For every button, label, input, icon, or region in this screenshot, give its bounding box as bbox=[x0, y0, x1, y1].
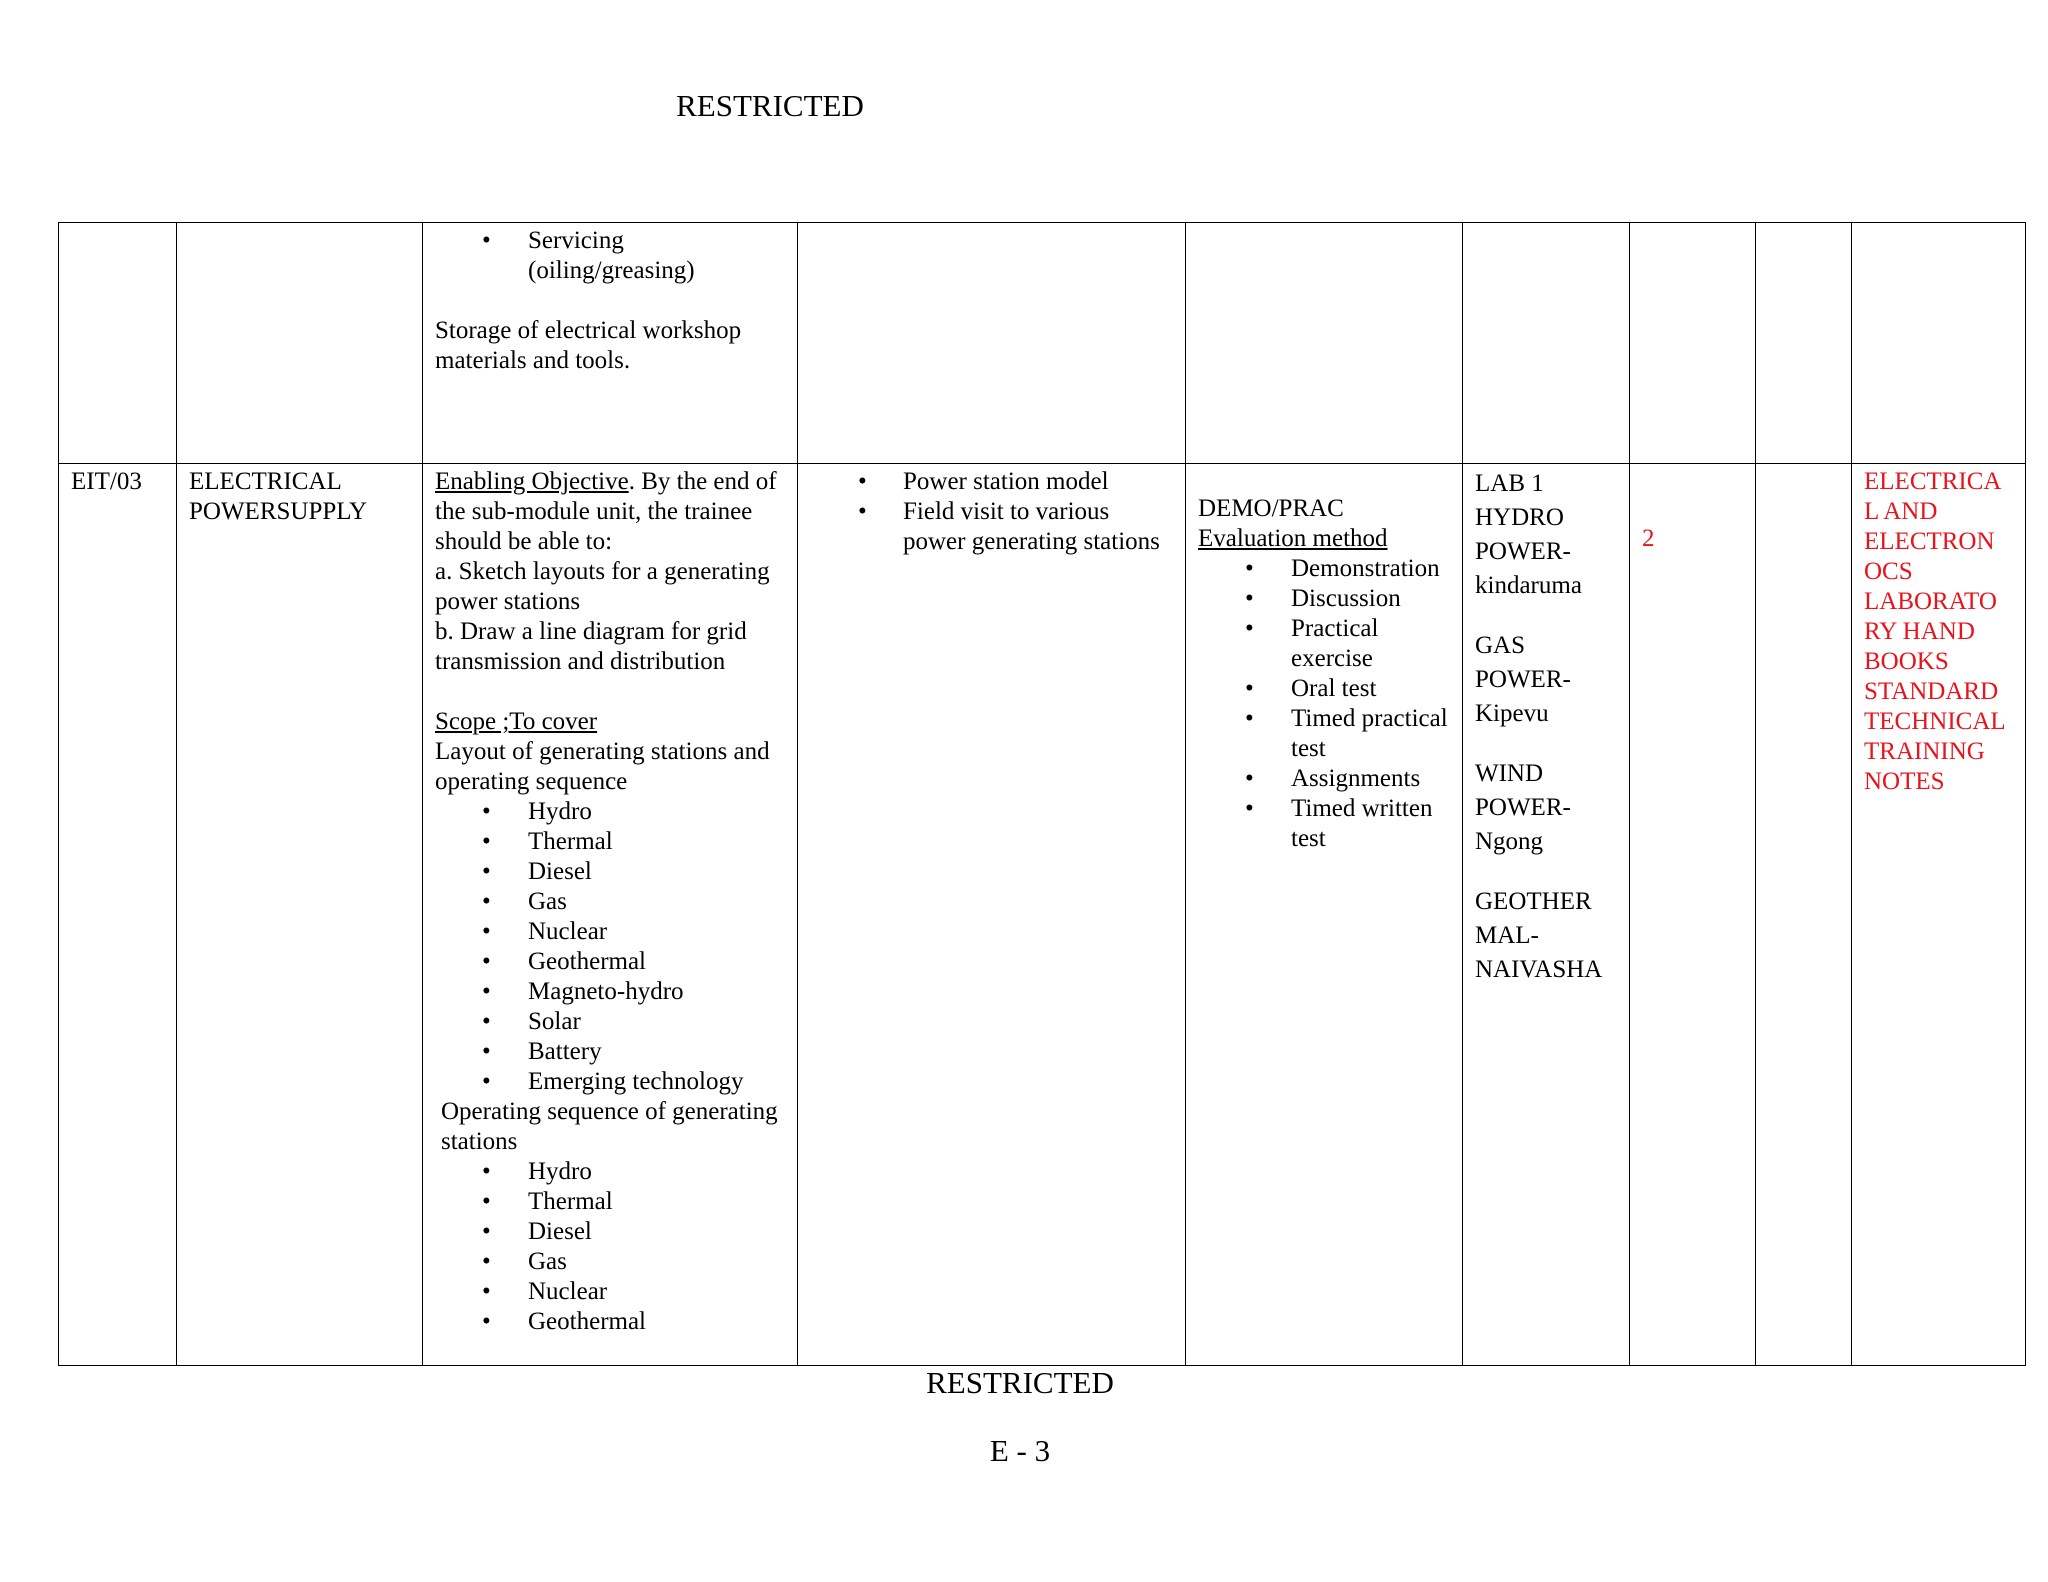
objective-a: a. Sketch layouts for a generating power stations bbox=[435, 558, 770, 615]
hours-cell bbox=[1630, 464, 1756, 1366]
location-line: NAIVASHA bbox=[1475, 956, 1603, 983]
location-line: POWER- bbox=[1475, 666, 1571, 693]
evaluation-label: Evaluation method bbox=[1198, 525, 1388, 552]
list-item: • Geothermal bbox=[435, 947, 785, 977]
list-item: • Practical exercise bbox=[1198, 614, 1450, 674]
list-item: • Hydro bbox=[435, 1157, 785, 1187]
list-item: • Gas bbox=[435, 1247, 785, 1277]
list-item: • Servicing (oiling/greasing) bbox=[435, 226, 785, 286]
title-cell bbox=[177, 464, 423, 1366]
header-restricted: RESTRICTED bbox=[676, 88, 864, 123]
location-line: Kipevu bbox=[1475, 700, 1549, 727]
references-cell bbox=[1852, 464, 2026, 1366]
footer-restricted: RESTRICTED bbox=[926, 1365, 1114, 1400]
content-cell bbox=[423, 464, 798, 1366]
list-item: • Geothermal bbox=[435, 1307, 785, 1337]
reference-line: L AND bbox=[1864, 498, 1938, 525]
location-cell bbox=[1463, 223, 1630, 464]
aids-cell bbox=[798, 223, 1186, 464]
list-item: • Thermal bbox=[435, 1187, 785, 1217]
list-item: • Nuclear bbox=[435, 917, 785, 947]
location-group bbox=[1475, 885, 1617, 987]
blank-cell bbox=[1756, 464, 1852, 1366]
reference-line: BOOKS bbox=[1864, 648, 1949, 675]
sequence-intro: Operating sequence of generating stations bbox=[441, 1098, 778, 1155]
code-cell bbox=[59, 223, 177, 464]
sequence-list bbox=[435, 1157, 785, 1337]
location-line: GEOTHER bbox=[1475, 888, 1592, 915]
location-line: Ngong bbox=[1475, 828, 1544, 855]
list-item: • Diesel bbox=[435, 1217, 785, 1247]
list-item: • Hydro bbox=[435, 797, 785, 827]
reference-line: TECHNICAL bbox=[1864, 708, 2006, 735]
location-line: HYDRO bbox=[1475, 504, 1564, 531]
table-row bbox=[59, 464, 2026, 1366]
location-group bbox=[1475, 757, 1617, 859]
list-item: • Oral test bbox=[1198, 674, 1450, 704]
content-text: Storage of electrical workshop materials and tools. bbox=[435, 317, 742, 374]
reference-line: LABORATO bbox=[1864, 588, 1997, 615]
references bbox=[1864, 464, 2013, 797]
location-line: WIND bbox=[1475, 760, 1544, 787]
list-item: • Timed practical test bbox=[1198, 704, 1450, 764]
method-cell bbox=[1186, 464, 1463, 1366]
objective-b: b. Draw a line diagram for grid transmission and distribution bbox=[435, 618, 747, 675]
aids-cell bbox=[798, 464, 1186, 1366]
list-item: • Demonstration bbox=[1198, 554, 1450, 584]
list-item: • Diesel bbox=[435, 857, 785, 887]
scope-label: Scope ;To cover bbox=[435, 708, 598, 735]
reference-line: ELECTRON bbox=[1864, 528, 1995, 555]
hours-cell bbox=[1630, 223, 1756, 464]
reference-line: RY HAND bbox=[1864, 618, 1975, 645]
aids-list bbox=[810, 467, 1173, 557]
list-item: • Assignments bbox=[1198, 764, 1450, 794]
location-group bbox=[1475, 629, 1617, 731]
objective-label: Enabling Objective bbox=[435, 468, 629, 495]
list-item: • Magneto-hydro bbox=[435, 977, 785, 1007]
hours-value: 2 bbox=[1642, 525, 1655, 552]
evaluation-list bbox=[1198, 554, 1450, 854]
list-item: • Battery bbox=[435, 1037, 785, 1067]
objective bbox=[435, 467, 785, 557]
location-group bbox=[1475, 467, 1617, 603]
reference-line: OCS bbox=[1864, 558, 1913, 585]
code-cell bbox=[59, 464, 177, 1366]
title-cell bbox=[177, 223, 423, 464]
curriculum-table bbox=[58, 222, 2026, 1366]
table-row bbox=[59, 223, 2026, 464]
page-number: E - 3 bbox=[989, 1433, 1051, 1468]
location-line: POWER- bbox=[1475, 538, 1571, 565]
location-line: POWER- bbox=[1475, 794, 1571, 821]
list-item: • Emerging technology bbox=[435, 1067, 785, 1097]
list-item: • Thermal bbox=[435, 827, 785, 857]
list-item: • Power station model bbox=[810, 467, 1173, 497]
layout-list bbox=[435, 797, 785, 1097]
blank-cell bbox=[1756, 223, 1852, 464]
list-item: • Field visit to various power generating stations bbox=[810, 497, 1173, 557]
module-code: EIT/03 bbox=[71, 468, 142, 495]
list-item: • Discussion bbox=[1198, 584, 1450, 614]
method-cell bbox=[1186, 223, 1463, 464]
location-line: LAB 1 bbox=[1475, 470, 1544, 497]
reference-line: ELECTRICA bbox=[1864, 468, 2002, 495]
reference-line: TRAINING bbox=[1864, 738, 1985, 765]
location-cell bbox=[1463, 464, 1630, 1366]
references-cell bbox=[1852, 223, 2026, 464]
method-mode: DEMO/PRAC bbox=[1198, 495, 1344, 522]
reference-line: STANDARD bbox=[1864, 678, 1999, 705]
layout-intro: Layout of generating stations and operating sequence bbox=[435, 738, 770, 795]
objective-text: . By the end of the sub-module unit, the trainee should be able to: bbox=[435, 468, 777, 555]
list-item: • Solar bbox=[435, 1007, 785, 1037]
reference-line: NOTES bbox=[1864, 768, 1945, 795]
content-cell bbox=[423, 223, 798, 464]
location-line: kindaruma bbox=[1475, 572, 1582, 599]
list-item: • Timed written test bbox=[1198, 794, 1450, 854]
list-item: • Nuclear bbox=[435, 1277, 785, 1307]
location-line: MAL- bbox=[1475, 922, 1539, 949]
location-line: GAS bbox=[1475, 632, 1526, 659]
module-title: ELECTRICAL POWERSUPPLY bbox=[189, 468, 368, 525]
list-item: • Gas bbox=[435, 887, 785, 917]
